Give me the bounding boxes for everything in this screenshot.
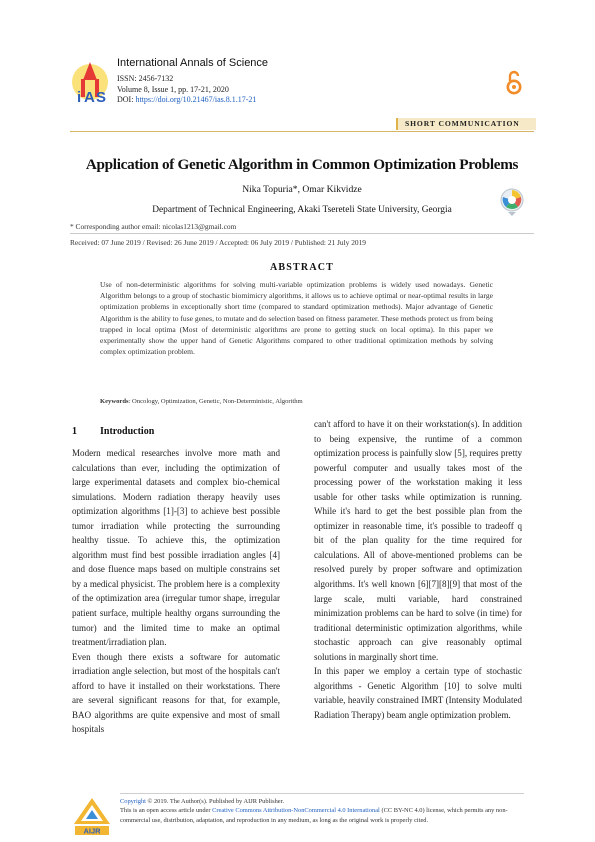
paragraph: Even though there exists a software for automatic irradiation angle selection, but most of the hospitals can't afford to have it installed on their workstations. There are several significant reasons for that, for example, BAO algorithms are quite expensive and most of small hospitals bbox=[72, 651, 280, 735]
copyright-text: © 2019. The Author(s). Published by AIJR Publisher. bbox=[145, 798, 284, 805]
svg-text:i: i bbox=[77, 89, 82, 106]
doi-line bbox=[117, 95, 256, 106]
abstract-heading: ABSTRACT bbox=[269, 262, 335, 273]
journal-meta bbox=[117, 74, 256, 106]
license-text-post: (CC BY-NC 4.0) license, which permits any non-commercial use, distribution, adaptation, and reproduction in any medium, as long as the original work is properly cited. bbox=[120, 807, 508, 824]
paper-title: Application of Genetic Algorithm in Common Optimization Problems bbox=[85, 156, 519, 173]
section-number: 1 bbox=[72, 426, 77, 437]
keywords-list: : Oncology, Optimization, Genetic, Non-Deterministic, Algorithm bbox=[128, 398, 303, 405]
open-access-icon bbox=[506, 70, 522, 96]
body-column-right bbox=[314, 417, 522, 722]
affiliation: Department of Technical Engineering, Akaki Tsereteli State University, Georgia bbox=[152, 205, 452, 215]
section-heading-introduction bbox=[72, 426, 154, 437]
journal-name: International Annals of Science bbox=[117, 57, 269, 69]
license-link[interactable]: Creative Commons Attribution-NonCommercial 4.0 International bbox=[212, 807, 380, 815]
svg-text:A: A bbox=[84, 89, 95, 106]
volume-issue: Volume 8, Issue 1, pp. 17-21, 2020 bbox=[117, 84, 229, 94]
license-footer bbox=[120, 797, 524, 825]
doi-label: DOI: bbox=[117, 95, 136, 104]
issn: ISSN: 2456-7132 bbox=[117, 74, 174, 83]
paragraph: In this paper we employ a certain type of stochastic algorithms - Genetic Algorithm [10] to solve multi variable, heavily constrained IMRT (Intensity Modulated Radiation Therapy) beam angle optimization problem. bbox=[314, 666, 522, 720]
paragraph: Modern medical researches involve more math and calculations than ever, including the optimization of large experimental datasets and complex bio-chemical simulations. Modern radiation therapy heavily uses optimization algorithms [1]-[3] to achieve best possible tumor irradiation while protecting the surrounding healthy tissue. To achieve this, the optimization algorithm must find best possible irradiation angles [4] and dose fluence maps based on multiple constrains set by a medical physicist. The problem here is a complexity of the optimization area (irregular tumor shape, irregular patient surface, multiple healthy organs surrounding the tumor) and the limited time to make an optimal treatment/irradiation plan. bbox=[72, 448, 280, 648]
journal-logo bbox=[70, 58, 110, 108]
publisher-logo bbox=[72, 796, 112, 836]
doi-link[interactable]: https://doi.org/10.21467/ias.8.1.17-21 bbox=[135, 95, 257, 104]
corresponding-author: * Corresponding author email: nicolas1213@gmail.com bbox=[70, 222, 237, 231]
article-type-label: SHORT COMMUNICATION bbox=[405, 119, 520, 128]
abstract-text: Use of non-deterministic algorithms for solving multi-variable optimization problems is widely used nowadays. Genetic Algorithm belongs to a group of stochastic biomimicry algorithms, it allows us to achieve optimal or near-optimal results in large optimization problems in exceptionally short time (compared to standard optimization methods). Major advantage of Genetic Algorithm is the ability to fuse genes, to mutate and do selection based on fitness parameter. These methods protect us from being trapped in local optima (Most of deterministic algorithms are prone to getting stuck on local optima). In this paper we experimentally show the upper hand of Genetic Algorithms compared to other traditional optimization methods by solving complex optimization problem. bbox=[100, 280, 493, 357]
section-title: Introduction bbox=[100, 426, 155, 437]
dates-divider bbox=[70, 233, 534, 234]
publication-dates: Received: 07 June 2019 / Revised: 26 June 2019 / Accepted: 06 July 2019 / Published: 21 July 2019 bbox=[70, 238, 367, 247]
keywords-label: Keywords bbox=[100, 398, 129, 405]
keywords bbox=[100, 398, 500, 405]
license-line bbox=[120, 806, 524, 825]
copyright-line bbox=[120, 797, 524, 806]
crossmark-icon[interactable] bbox=[500, 187, 524, 217]
copyright-link[interactable]: Copyright bbox=[120, 798, 146, 805]
publisher-logo-text: AIJR bbox=[83, 826, 101, 836]
footer-divider bbox=[120, 793, 524, 794]
body-column-left bbox=[72, 446, 280, 737]
svg-text:S: S bbox=[96, 89, 107, 106]
paragraph: can't afford to have it on their workstation(s). In addition to being expensive, the runtime of a common optimization process is painfully slow [5], requires pretty powerful computer and usually takes most of the processing power of the workstation making it less usable for other tasks while optimization is running. While it's hard to get the best possible plan from the optimizer in reasonable time, it's possible to tradeoff q bit of the plan quality for the time required for calculations. All of above-mentioned problems can be resolved purely by proper software and optimization algorithms. It's well known [6][7][8][9] that most of the large scale, multi variable, hard constrained minimization problems can be hard to solve (in time) for traditional deterministic optimization algorithms, while stochastic approach can give reasonably optimal solutions in marginally short time. bbox=[314, 419, 522, 662]
license-text-pre: This is an open access article under bbox=[120, 807, 213, 815]
authors: Nika Topuria*, Omar Kikvidze bbox=[242, 184, 362, 195]
header-divider bbox=[70, 131, 534, 132]
